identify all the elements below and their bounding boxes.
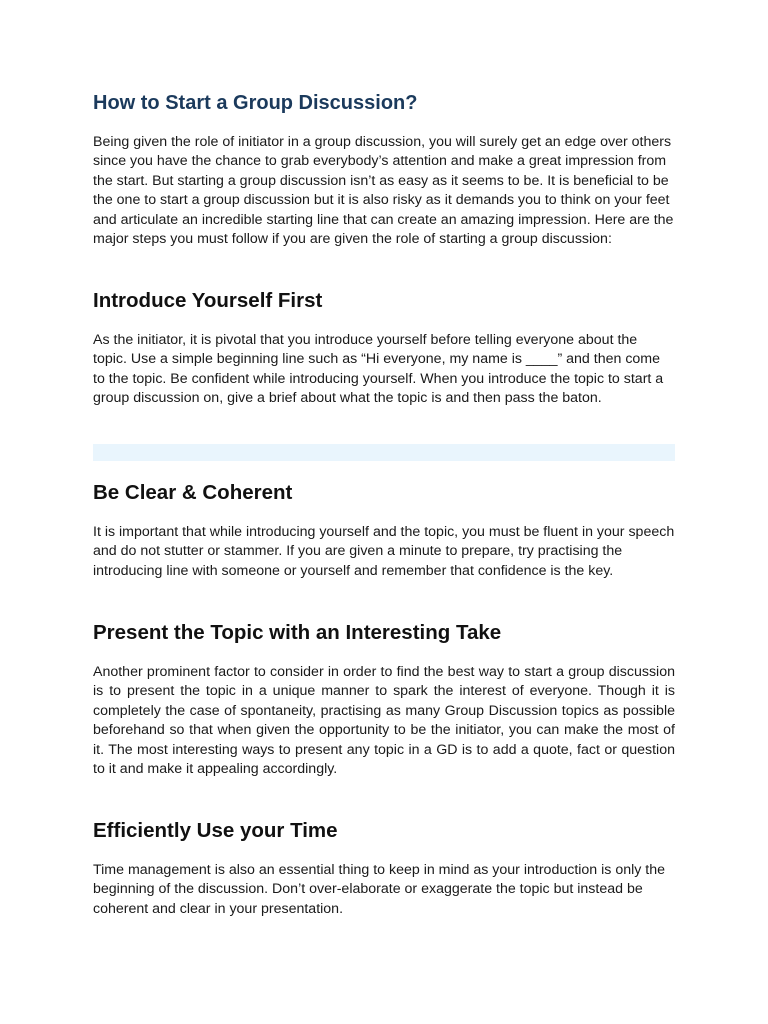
intro-paragraph: Being given the role of initiator in a group discussion, you will surely get an edge over others since you have the chance to grab everybody’s attention and make a great impression from the start. But starting a group discussion isn’t as easy as it seems to be. It is beneficial to be the one to start a group discussion but it is also risky as it demands you to think on your feet and articulate an incredible starting line that can create an amazing impression. Here are the major steps you must follow if you are given the role of starting a group discussion:: [93, 134, 674, 248]
section-heading-clear-coherent: Be Clear & Coherent: [93, 481, 293, 504]
section-heading-use-time: Efficiently Use your Time: [93, 819, 338, 842]
section-body-use-time: Time management is also an essential thing to keep in mind as your introduction is only the beginning of the discussion. Don’t over-elaborate or exaggerate the topic but instead be coherent and clear in your presentation.: [93, 862, 666, 917]
section-body-clear-coherent: It is important that while introducing yourself and the topic, you must be fluent in your speech and do not stutter or stammer. If you are given a minute to prepare, try practising the introducing line with someone or yourself and remember that confidence is the key.: [93, 524, 675, 579]
section-heading-interesting-take: Present the Topic with an Interesting Take: [93, 621, 502, 644]
page-title: How to Start a Group Discussion?: [93, 92, 418, 114]
highlight-divider: [93, 444, 675, 461]
section-body-introduce-yourself: As the initiator, it is pivotal that you introduce yourself before telling everyone about the topic. Use a simple beginning line such as “Hi everyone, my name is ____” and then come to the topic. Be confident while introducing yourself. When you introduce the topic to start a group discussion on, give a brief about what the topic is and then pass the baton.: [93, 332, 664, 407]
section-heading-introduce-yourself: Introduce Yourself First: [93, 289, 323, 312]
section-body-interesting-take: Another prominent factor to consider in order to find the best way to start a group discussion is to present the topic in a unique manner to spark the interest of everyone. Though it is completely the case of spontaneity, practising as many Group Discussion topics as possible beforehand so that when given the opportunity to be the initiator, you can make the most of it. The most interesting ways to present any topic in a GD is to add a quote, fact or question to it and make it appealing accordingly.: [93, 664, 675, 778]
